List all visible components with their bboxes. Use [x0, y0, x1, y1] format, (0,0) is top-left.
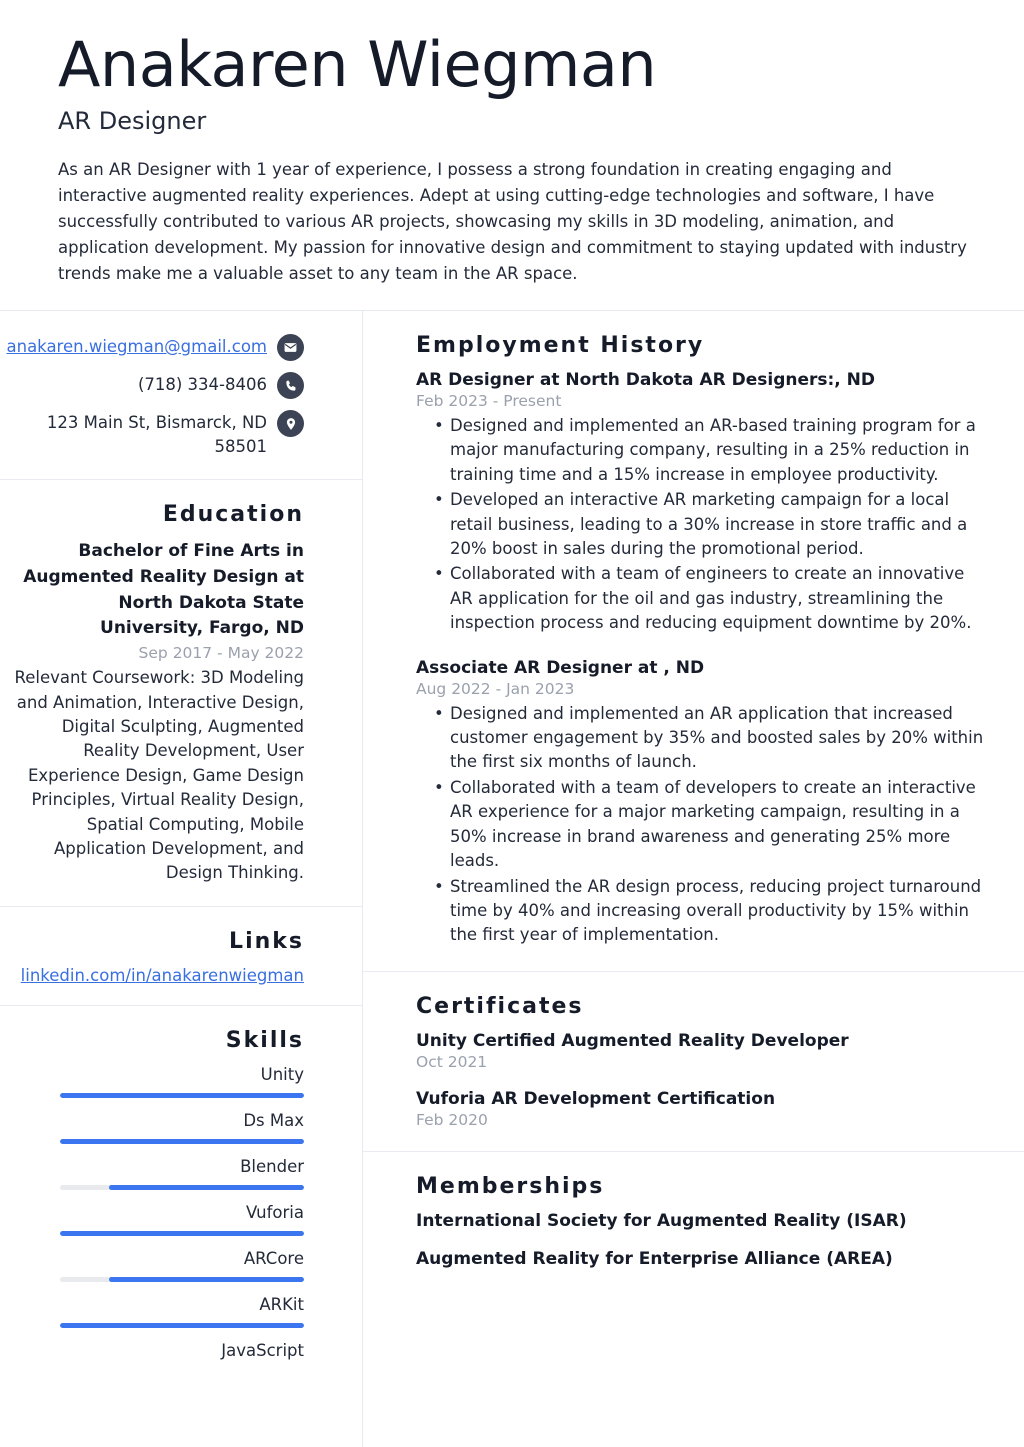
certificate-name: Unity Certified Augmented Reality Developer	[416, 1030, 849, 1051]
skill-item	[10, 1157, 304, 1190]
skill-bar-track	[60, 1093, 304, 1098]
skill-bar-track	[60, 1231, 304, 1236]
memberships-section	[362, 1152, 1024, 1291]
skills-section	[0, 1006, 362, 1393]
employment-section	[362, 311, 1024, 972]
certificate-entry	[416, 1031, 984, 1071]
contact-row-email[interactable]	[6, 333, 304, 361]
skill-bar-track	[60, 1277, 304, 1282]
location-pin-icon	[277, 410, 304, 437]
employment-entry	[416, 370, 984, 636]
links-section	[0, 907, 362, 1006]
links-heading: Links	[229, 928, 304, 954]
page-title: Anakaren Wiegman	[58, 28, 657, 101]
sidebar	[0, 311, 362, 1393]
education-section	[0, 480, 362, 907]
skill-bar-fill	[60, 1231, 304, 1236]
skill-bar-fill	[60, 1139, 304, 1144]
education-heading: Education	[162, 501, 304, 527]
education-degree: Bachelor of Fine Arts in Augmented Reality Design at North Dakota State University, Fargo, ND	[23, 540, 304, 639]
employment-role: Associate AR Designer at , ND	[416, 657, 705, 678]
bullet-item: • Designed and implemented an AR application that increased customer engagement by 35% and boosted sales by 20% within the first six months of launch.	[450, 702, 984, 775]
skill-bar-fill	[109, 1185, 304, 1190]
education-description: Relevant Coursework: 3D Modeling and Animation, Interactive Design, Digital Sculpting, Augmented Reality Development, User Experience Design, Game Design Principles, Virtual Reality Design, Spatial Computing, Mobile Application Development, and Design Thinking.	[14, 668, 304, 883]
education-entry	[10, 539, 304, 886]
skill-item	[10, 1295, 304, 1328]
employment-entry	[416, 658, 984, 948]
phone-number: (718) 334-8406	[137, 375, 267, 394]
phone-icon	[277, 372, 304, 399]
employment-heading: Employment History	[416, 333, 705, 358]
skill-bar-track	[60, 1323, 304, 1328]
certificate-date: Oct 2021	[416, 1052, 488, 1071]
bullet-item: • Collaborated with a team of engineers to create an innovative AR application for the oil and gas industry, streamlining the inspection process and reducing equipment downtime by 20%.	[450, 562, 984, 635]
skill-bar-track	[60, 1139, 304, 1144]
certificates-heading: Certificates	[416, 993, 584, 1019]
skill-label: Blender	[240, 1156, 304, 1176]
skill-label: Unity	[260, 1064, 304, 1084]
certificates-section	[362, 972, 1024, 1152]
bullet-item: • Designed and implemented an AR-based training program for a major manufacturing company, resulting in a 25% reduction in training time and a 15% increase in employee productivity.	[450, 414, 984, 487]
employment-bullets	[416, 414, 984, 636]
bullet-item: • Collaborated with a team of developers to create an interactive AR experience for a major marketing campaign, resulting in a 50% increase in brand awareness and generating 25% more leads.	[450, 776, 984, 874]
membership-item: International Society for Augmented Reality (ISAR)	[416, 1210, 907, 1231]
membership-item: Augmented Reality for Enterprise Alliance (AREA)	[416, 1248, 893, 1269]
employment-bullets	[416, 702, 984, 948]
skill-bar-fill	[109, 1277, 304, 1282]
link-item[interactable]	[10, 966, 304, 985]
envelope-icon	[277, 334, 304, 361]
employment-role: AR Designer at North Dakota AR Designers:, ND	[416, 370, 876, 390]
skills-heading: Skills	[225, 1027, 304, 1053]
professional-summary: As an AR Designer with 1 year of experience, I possess a strong foundation in creating engaging and interactive augmented reality experiences. Adept at using cutting-edge technologies and software, I have successfully contributed to various AR projects, showcasing my skills in 3D modeling, animation, and application development. My passion for innovative design and commitment to staying updated with industry trends make me a valuable asset to any team in the AR space.	[58, 160, 967, 284]
email-link[interactable]: anakaren.wiegman@gmail.com	[6, 337, 267, 356]
memberships-heading: Memberships	[416, 1173, 605, 1199]
skill-label: ARKit	[259, 1294, 304, 1314]
certificate-name: Vuforia AR Development Certification	[416, 1088, 776, 1109]
skill-item	[10, 1203, 304, 1236]
education-date: Sep 2017 - May 2022	[138, 644, 304, 663]
resume-body	[0, 311, 1024, 1393]
skill-item	[10, 1249, 304, 1282]
address-text: 123 Main St, Bismarck, ND 58501	[46, 413, 267, 456]
certificate-entry	[416, 1089, 984, 1129]
contact-row-address	[10, 409, 304, 459]
linkedin-link[interactable]: linkedin.com/in/anakarenwiegman	[20, 965, 304, 985]
bullet-item: • Streamlined the AR design process, reducing project turnaround time by 40% and increasing overall productivity by 15% within the first year of implementation.	[450, 875, 984, 948]
resume-header	[0, 0, 1024, 287]
skill-bar-fill	[60, 1093, 304, 1098]
employment-date: Aug 2022 - Jan 2023	[416, 679, 575, 698]
skill-label: JavaScript	[221, 1340, 304, 1360]
employment-date: Feb 2023 - Present	[416, 392, 562, 410]
contact-section	[0, 311, 362, 480]
certificate-date: Feb 2020	[416, 1110, 488, 1129]
skill-item	[10, 1065, 304, 1098]
skill-bar-track	[60, 1185, 304, 1190]
bullet-item: • Developed an interactive AR marketing campaign for a local retail business, leading to a 30% increase in store traffic and a 20% boost in sales during the promotional period.	[450, 488, 984, 561]
skill-label: Vuforia	[245, 1202, 304, 1222]
skill-bar-fill	[60, 1323, 304, 1328]
contact-row-phone	[10, 371, 304, 399]
main-content	[362, 311, 1024, 1393]
skill-label: ARCore	[243, 1248, 304, 1268]
skill-item	[10, 1341, 304, 1360]
skill-label: Ds Max	[243, 1110, 304, 1130]
job-title-subtitle: AR Designer	[58, 107, 207, 136]
skill-item	[10, 1111, 304, 1144]
